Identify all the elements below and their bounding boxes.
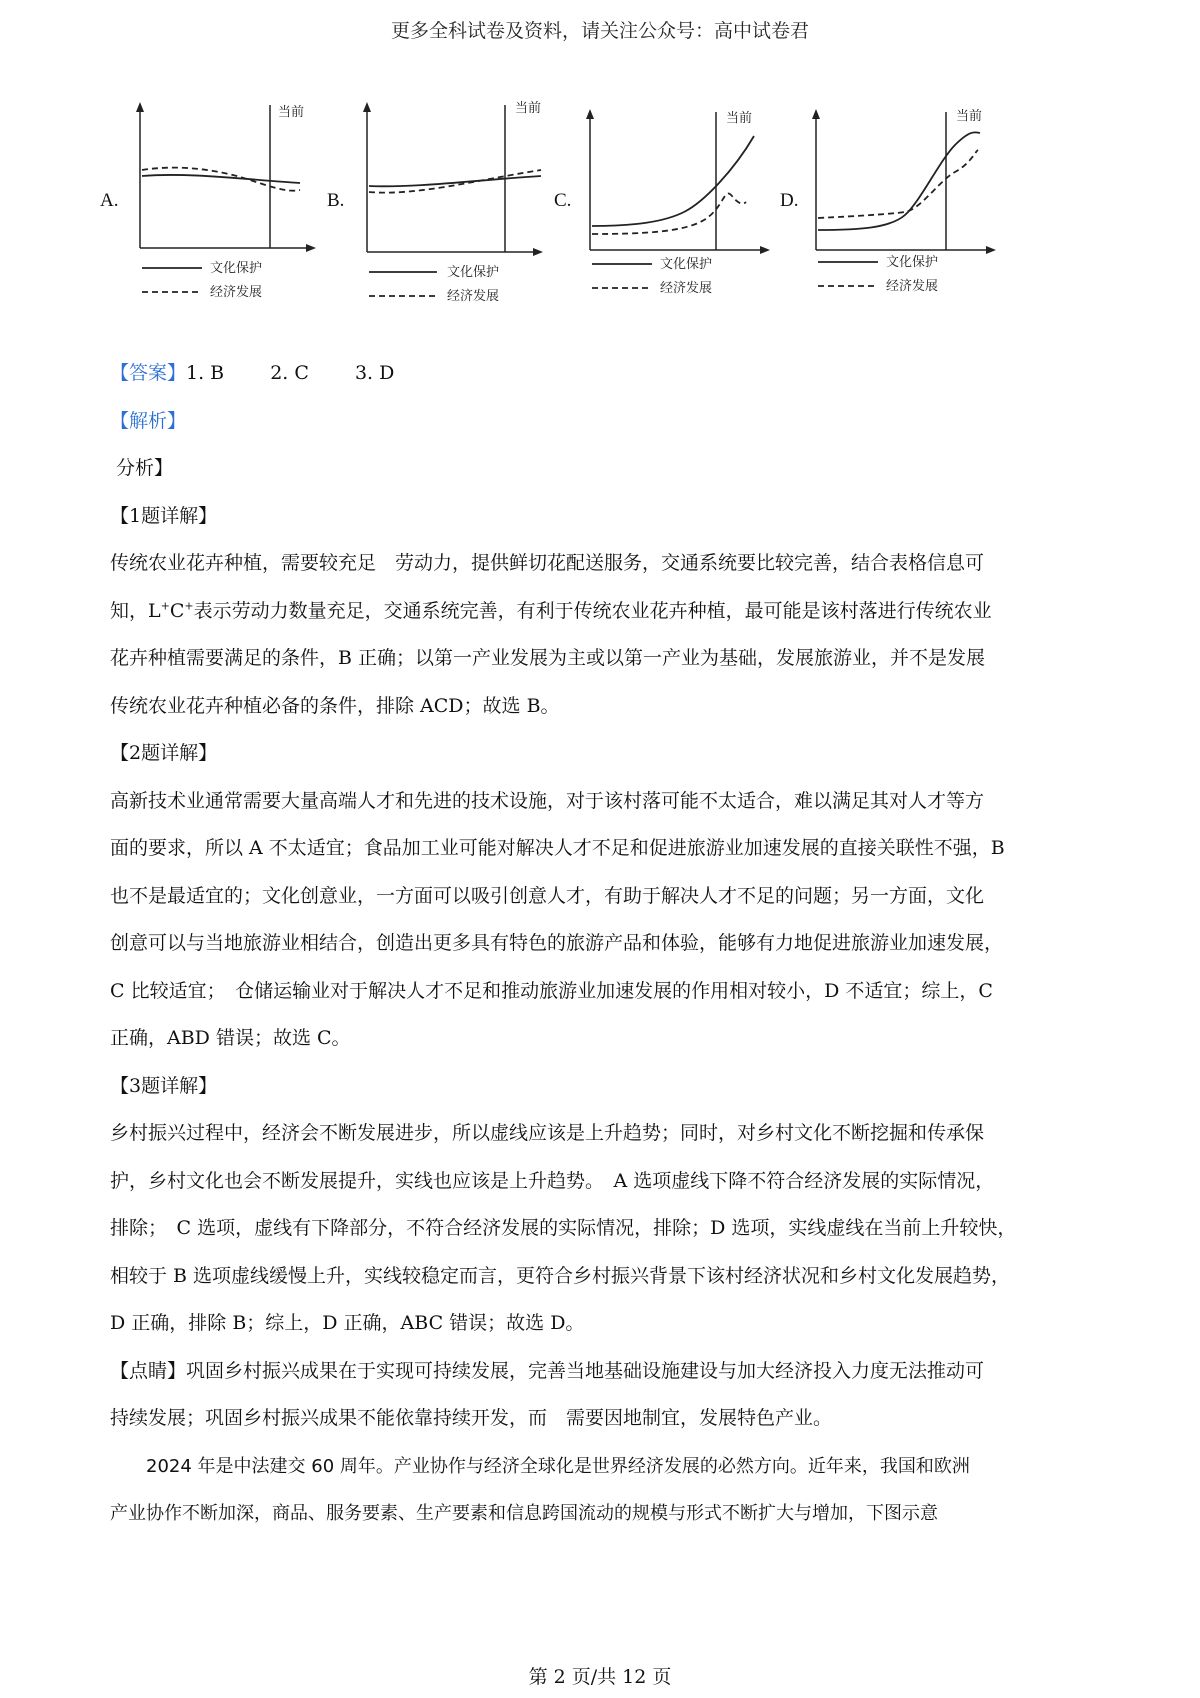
option-b-chart: [357, 100, 547, 345]
option-b-letter: B.: [327, 190, 345, 211]
q1-l2-rest: 表示劳动力数量充足，交通系统完善，有利于传统农业花卉种植，最可能是该村落进行传统农业: [193, 599, 992, 622]
option-a-letter: A.: [100, 190, 119, 211]
q2-title: 【2题详解】: [110, 742, 218, 764]
legend-solid-label: 文化保护: [447, 265, 500, 280]
culture-curve: [818, 132, 980, 230]
q3-line-4: 相较于 B 选项虚线缓慢上升，实线较稳定而言，更符合乡村振兴背景下该村经济状况和乡村文化发展趋势，: [110, 1264, 1011, 1287]
legend-dashed-label: 经济发展: [210, 285, 263, 300]
q1-line-1: 传统农业花卉种植，需要较充足 劳动力，提供鲜切花配送服务，交通系统要比较完善，结合表格信息可: [110, 552, 985, 574]
q2-line-3: 也不是最适宜的；文化创意业，一方面可以吸引创意人才，有助于解决人才不足的问题；另一方面，文化: [110, 884, 985, 907]
option-c-letter: C.: [554, 190, 572, 211]
next-question-line-1: 2024 年是中法建交 60 周年。产业协作与经济全球化是世界经济发展的必然方向。近年来，我国和欧洲: [146, 1455, 970, 1477]
option-c-chart: [584, 100, 774, 345]
dianjing-line-2: 持续发展；巩固乡村振兴成果不能依靠持续开发，而 需要因地制宜，发展特色产业。: [110, 1407, 833, 1429]
q2-line-4: 创意可以与当地旅游业相结合，创造出更多具有特色的旅游产品和体验，能够有力地促进旅游业加速发展，: [110, 932, 1004, 954]
legend-solid-label: 文化保护: [210, 261, 263, 276]
legend-solid-label: 文化保护: [886, 255, 939, 270]
analysis-tag: 【解析】: [110, 409, 187, 432]
page-header: 更多全科试卷及资料，请关注公众号：高中试卷君: [390, 20, 809, 42]
q3-line-2: 护，乡村文化也会不断发展提升，实线也应该是上升趋势。 A 选项虚线下降不符合经济发展的实际情况，: [110, 1169, 995, 1192]
legend-dashed-label: 经济发展: [886, 279, 939, 294]
q1-l2-prefix: 知，L: [110, 599, 161, 622]
current-label: 当前: [956, 109, 983, 124]
q1-line-2: [110, 588, 1100, 636]
legend-dashed-label: 经济发展: [660, 281, 713, 296]
dianjing-line-1: [110, 1348, 1100, 1396]
q2-line-1: 高新技术业通常需要大量高端人才和先进的技术设施，对于该村落可能不太适合，难以满足其对人才等方: [110, 789, 985, 812]
answer-1: 1. B: [186, 362, 225, 384]
legend-solid-label: 文化保护: [660, 257, 713, 272]
x-axis-arrow: [986, 246, 996, 254]
q1-line-3: 花卉种植需要满足的条件，B 正确；以第一产业发展为主或以第一产业为基础，发展旅游业，并不是发展: [110, 647, 986, 669]
option-d-chart: [810, 100, 1000, 345]
culture-curve: [592, 136, 754, 226]
y-axis-arrow: [363, 102, 371, 112]
dianjing-text-1: 巩固乡村振兴成果在于实现可持续发展，完善当地基础设施建设与加大经济投入力度无法推动可: [186, 1359, 985, 1382]
q3-line-1: 乡村振兴过程中，经济会不断发展进步，所以虚线应该是上升趋势；同时，对乡村文化不断挖掘和传承保: [110, 1122, 985, 1144]
q2-line-2: 面的要求，所以 A 不太适宜；食品加工业可能对解决人才不足和促进旅游业加速发展的直接关联性不强，B: [110, 837, 1005, 859]
solution-content: [110, 350, 1100, 1538]
q1-l2-mid: C: [169, 599, 185, 622]
y-axis-arrow: [136, 102, 144, 112]
x-axis-arrow: [533, 248, 543, 256]
x-axis-arrow: [760, 246, 770, 254]
q3-title: 【3题详解】: [110, 1074, 218, 1097]
option-a-chart: [130, 100, 320, 345]
q3-line-3: 排除； C 选项，虚线有下降部分，不符合经济发展的实际情况，排除；D 选项，实线虚线在当前上升较快，: [110, 1217, 1017, 1239]
option-d-letter: D.: [780, 190, 799, 211]
culture-curve: [369, 176, 541, 186]
q1-l2-sup2: +: [184, 599, 194, 613]
q3-line-5: D 正确，排除 B；综上，D 正确，ABC 错误；故选 D。: [110, 1312, 585, 1334]
answer-line: [110, 350, 1100, 398]
economy-curve: [818, 150, 978, 218]
q1-line-4: 传统农业花卉种植必备的条件，排除 ACD；故选 B。: [110, 694, 560, 717]
economy-curve: [142, 168, 300, 191]
economy-curve: [592, 193, 746, 234]
y-axis-arrow: [586, 109, 594, 119]
answer-2: 2. C: [270, 362, 309, 384]
current-label: 当前: [515, 101, 542, 116]
current-label: 当前: [278, 105, 305, 120]
legend-dashed-label: 经济发展: [447, 289, 500, 304]
x-axis-arrow: [306, 244, 316, 252]
q1-title: 【1题详解】: [110, 504, 218, 527]
analysis-sub: 分析】: [116, 457, 174, 479]
answer-tag: 【答案】: [110, 362, 187, 384]
culture-curve: [142, 175, 300, 183]
current-label: 当前: [726, 111, 753, 126]
q2-line-6: 正确，ABD 错误；故选 C。: [110, 1027, 351, 1049]
answer-3: 3. D: [354, 362, 395, 384]
q2-line-5: C 比较适宜； 仓储运输业对于解决人才不足和推动旅游业加速发展的作用相对较小，D 不适宜；综上，C: [110, 979, 993, 1002]
economy-curve: [369, 170, 541, 193]
page-footer: 第 2 页/共 12 页: [528, 1666, 672, 1688]
next-question-line-2: 产业协作不断加深，商品、服务要素、生产要素和信息跨国流动的规模与形式不断扩大与增加，下图示意: [110, 1503, 938, 1524]
y-axis-arrow: [812, 109, 820, 119]
q1-l2-sup1: +: [160, 599, 170, 613]
dianjing-tag: 【点睛】: [110, 1359, 187, 1382]
option-charts: [100, 100, 1100, 345]
